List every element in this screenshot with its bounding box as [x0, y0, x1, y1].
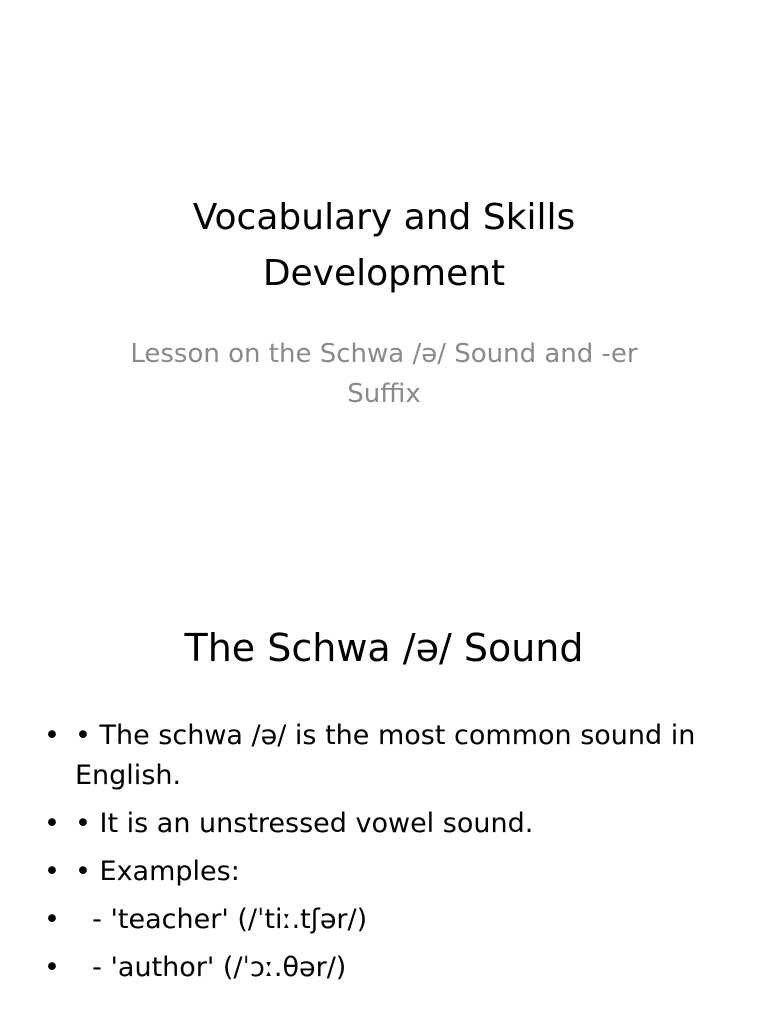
- bullet-list: [40, 716, 730, 996]
- bullet-text: - 'author' (/ˈɔː.θər/): [75, 952, 347, 983]
- bullet-icon: •: [44, 904, 60, 935]
- bullet-text: • The schwa /ə/ is the most common sound in English.: [75, 720, 704, 791]
- slide-title: Vocabulary and Skills Development: [192, 197, 576, 294]
- slide-subtitle: Lesson on the Schwa /ə/ Sound and -er Suffix: [130, 339, 638, 409]
- list-item: [40, 948, 730, 988]
- list-item: [40, 852, 730, 892]
- bullet-text: - 'teacher' (/ˈtiː.tʃər/): [75, 904, 368, 935]
- bullet-text: • Examples:: [75, 856, 240, 887]
- bullet-icon: •: [44, 720, 60, 751]
- content-slide: [0, 576, 768, 1024]
- bullet-icon: •: [44, 808, 60, 839]
- list-item: [40, 716, 730, 796]
- slide-title: The Schwa /ə/ Sound: [184, 626, 584, 670]
- list-item: [40, 804, 730, 844]
- bullet-icon: •: [44, 952, 60, 983]
- bullet-text: • It is an unstressed vowel sound.: [75, 808, 534, 839]
- list-item: [40, 900, 730, 940]
- bullet-icon: •: [44, 856, 60, 887]
